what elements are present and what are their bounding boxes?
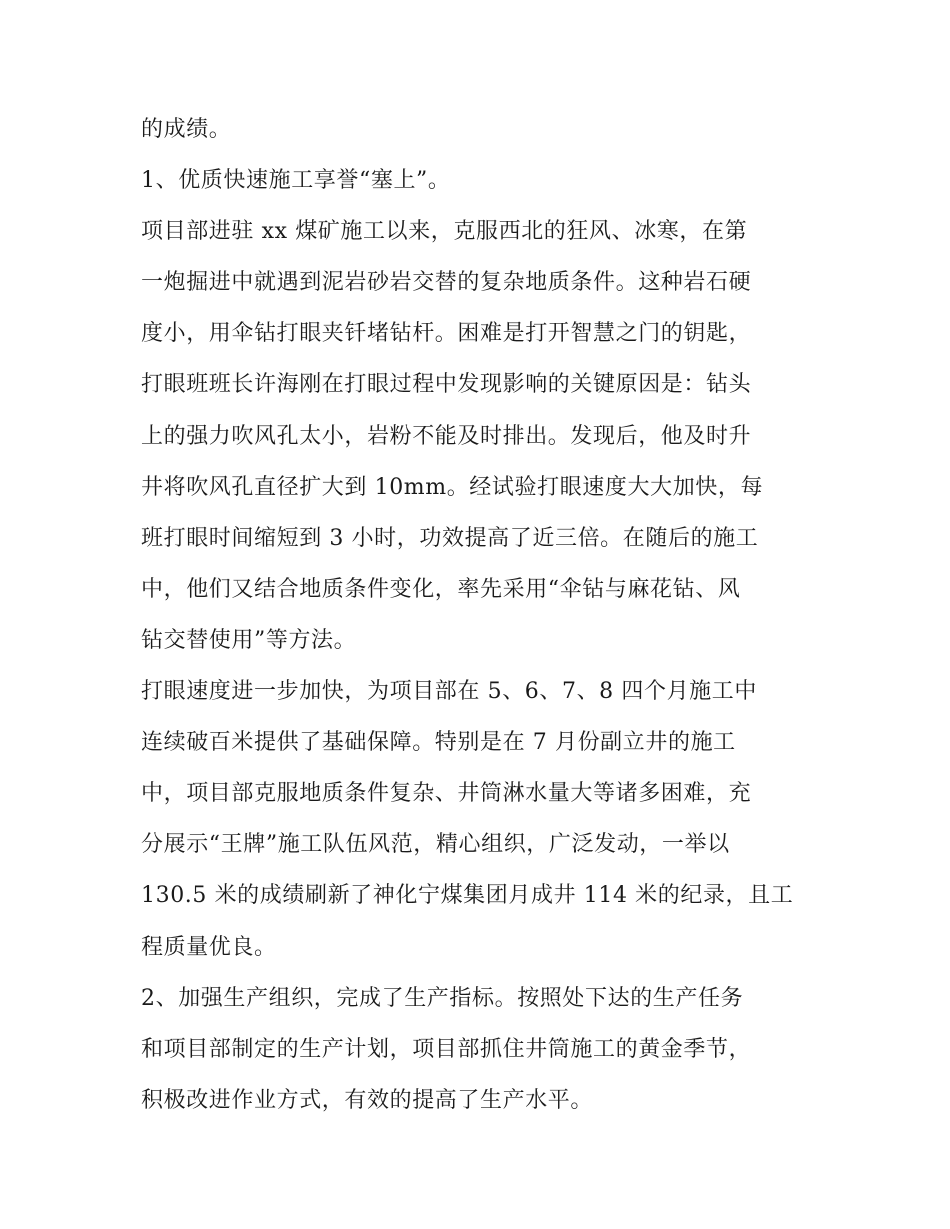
text-line: 和项目部制定的生产计划，项目部抓住井筒施工的黄金季节，: [141, 1036, 752, 1062]
text-line: 打眼速度进一步加快，为项目部在 5、6、7、8 四个月施工中: [141, 679, 757, 705]
text-line: 项目部进驻 xx 煤矿施工以来，克服西北的狂风、冰寒，在第: [141, 219, 748, 245]
text-line: 井将吹风孔直径扩大到 10mm。经试验打眼速度大大加快，每: [141, 474, 764, 500]
text-line: 的成绩。: [141, 117, 232, 142]
section-heading-2: 2、加强生产组织，完成了生产指标。按照处下达的生产任务: [141, 985, 744, 1011]
text-line: 中，他们又结合地质条件变化，率先采用“伞钻与麻花钻、风: [141, 576, 741, 602]
document-body: [141, 104, 821, 1126]
text-line: 钻交替使用”等方法。: [141, 627, 357, 653]
text-line: 上的强力吹风孔太小，岩粉不能及时排出。发现后，他及时升: [141, 423, 752, 449]
text-line: 班打眼时间缩短到 3 小时，功效提高了近三倍。在随后的施工: [141, 525, 759, 551]
text-line: 中，项目部克服地质条件复杂、井筒淋水量大等诸多困难，充: [141, 781, 752, 807]
text-line: 打眼班班长许海刚在打眼过程中发现影响的关键原因是：钻头: [141, 372, 752, 398]
text-line: 一炮掘进中就遇到泥岩砂岩交替的复杂地质条件。这种岩石硬: [141, 270, 752, 296]
text-line: 度小，用伞钻打眼夹钎堵钻杆。困难是打开智慧之门的钥匙，: [141, 321, 752, 347]
text-line: 130.5 米的成绩刷新了神化宁煤集团月成井 114 米的纪录，且工: [141, 883, 794, 909]
text-line: 积极改进作业方式，有效的提高了生产水平。: [141, 1087, 594, 1113]
section-heading-1: 1、优质快速施工享誉“塞上”。: [141, 168, 451, 194]
text-line: 程质量优良。: [141, 934, 277, 960]
text-line: 分展示“王牌”施工队伍风范，精心组织，广泛发动，一举以: [141, 832, 730, 858]
text-line: 连续破百米提供了基础保障。特别是在 7 月份副立井的施工: [141, 730, 736, 756]
